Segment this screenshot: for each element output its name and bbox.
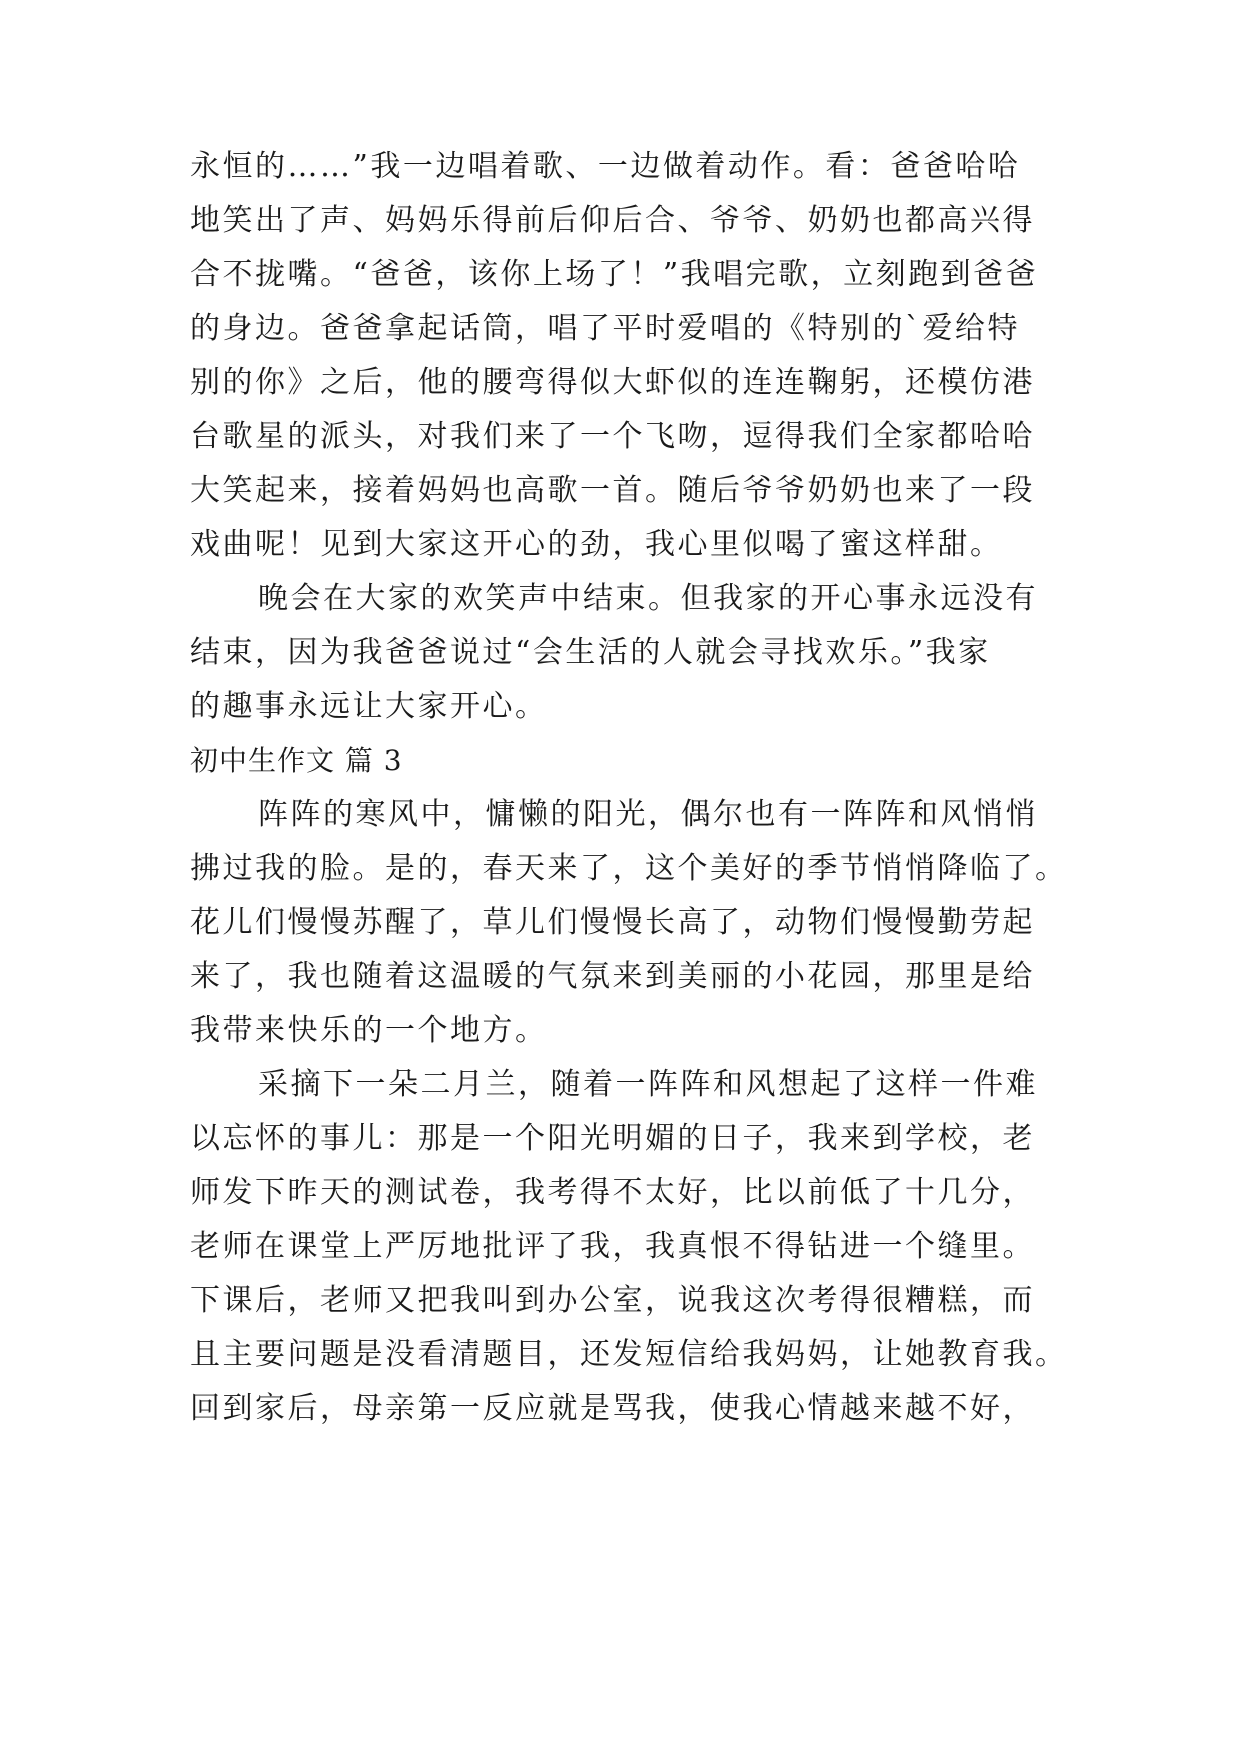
text-line: 台歌星的派头，对我们来了一个飞吻，逗得我们全家都哈哈	[190, 419, 1035, 454]
text-line: 的身边。爸爸拿起话筒，唱了平时爱唱的《特别的`爱给特	[190, 311, 1020, 346]
text-line: 下课后，老师又把我叫到办公室，说我这次考得很糟糕，而	[190, 1283, 1035, 1318]
text-line: 采摘下一朵二月兰，随着一阵阵和风想起了这样一件难	[258, 1067, 1038, 1102]
text-line: 回到家后，母亲第一反应就是骂我，使我心情越来越不好，	[190, 1391, 1035, 1426]
text-line: 阵阵的寒风中，慵懒的阳光，偶尔也有一阵阵和风悄悄	[258, 797, 1038, 832]
text-line: 晚会在大家的欢笑声中结束。但我家的开心事永远没有	[258, 581, 1038, 616]
text-line: 戏曲呢！见到大家这开心的劲，我心里似喝了蜜这样甜。	[190, 527, 1003, 562]
text-line: 永恒的……”我一边唱着歌、一边做着动作。看：爸爸哈哈	[190, 149, 1021, 184]
text-line: 花儿们慢慢苏醒了，草儿们慢慢长高了，动物们慢慢勤劳起	[190, 905, 1035, 940]
section-heading: 初中生作文 篇 3	[190, 744, 403, 777]
document-page	[190, 140, 1070, 1436]
text-line: 且主要问题是没看清题目，还发短信给我妈妈，让她教育我。	[190, 1337, 1068, 1372]
text-line: 我带来快乐的一个地方。	[190, 1013, 548, 1048]
text-line: 结束，因为我爸爸说过“会生活的人就会寻找欢乐。”我家	[190, 635, 991, 670]
text-line: 来了，我也随着这温暖的气氛来到美丽的小花园，那里是给	[190, 959, 1035, 994]
paragraph-2	[190, 572, 1070, 734]
text-line: 别的你》之后，他的腰弯得似大虾似的连连鞠躬，还模仿港	[190, 365, 1035, 400]
paragraph-1	[190, 140, 1070, 572]
text-line: 拂过我的脸。是的，春天来了，这个美好的季节悄悄降临了。	[190, 851, 1068, 886]
paragraph-4	[190, 1058, 1070, 1436]
text-line: 地笑出了声、妈妈乐得前后仰后合、爷爷、奶奶也都高兴得	[190, 203, 1035, 238]
paragraph-3	[190, 788, 1070, 1058]
text-line: 以忘怀的事儿：那是一个阳光明媚的日子，我来到学校，老	[190, 1121, 1035, 1156]
text-line: 的趣事永远让大家开心。	[190, 689, 548, 724]
text-line: 合不拢嘴。“爸爸，该你上场了！”我唱完歌，立刻跑到爸爸	[190, 257, 1039, 292]
text-line: 老师在课堂上严厉地批评了我，我真恨不得钻进一个缝里。	[190, 1229, 1035, 1264]
text-line: 师发下昨天的测试卷，我考得不太好，比以前低了十几分，	[190, 1175, 1035, 1210]
text-line: 大笑起来，接着妈妈也高歌一首。随后爷爷奶奶也来了一段	[190, 473, 1035, 508]
